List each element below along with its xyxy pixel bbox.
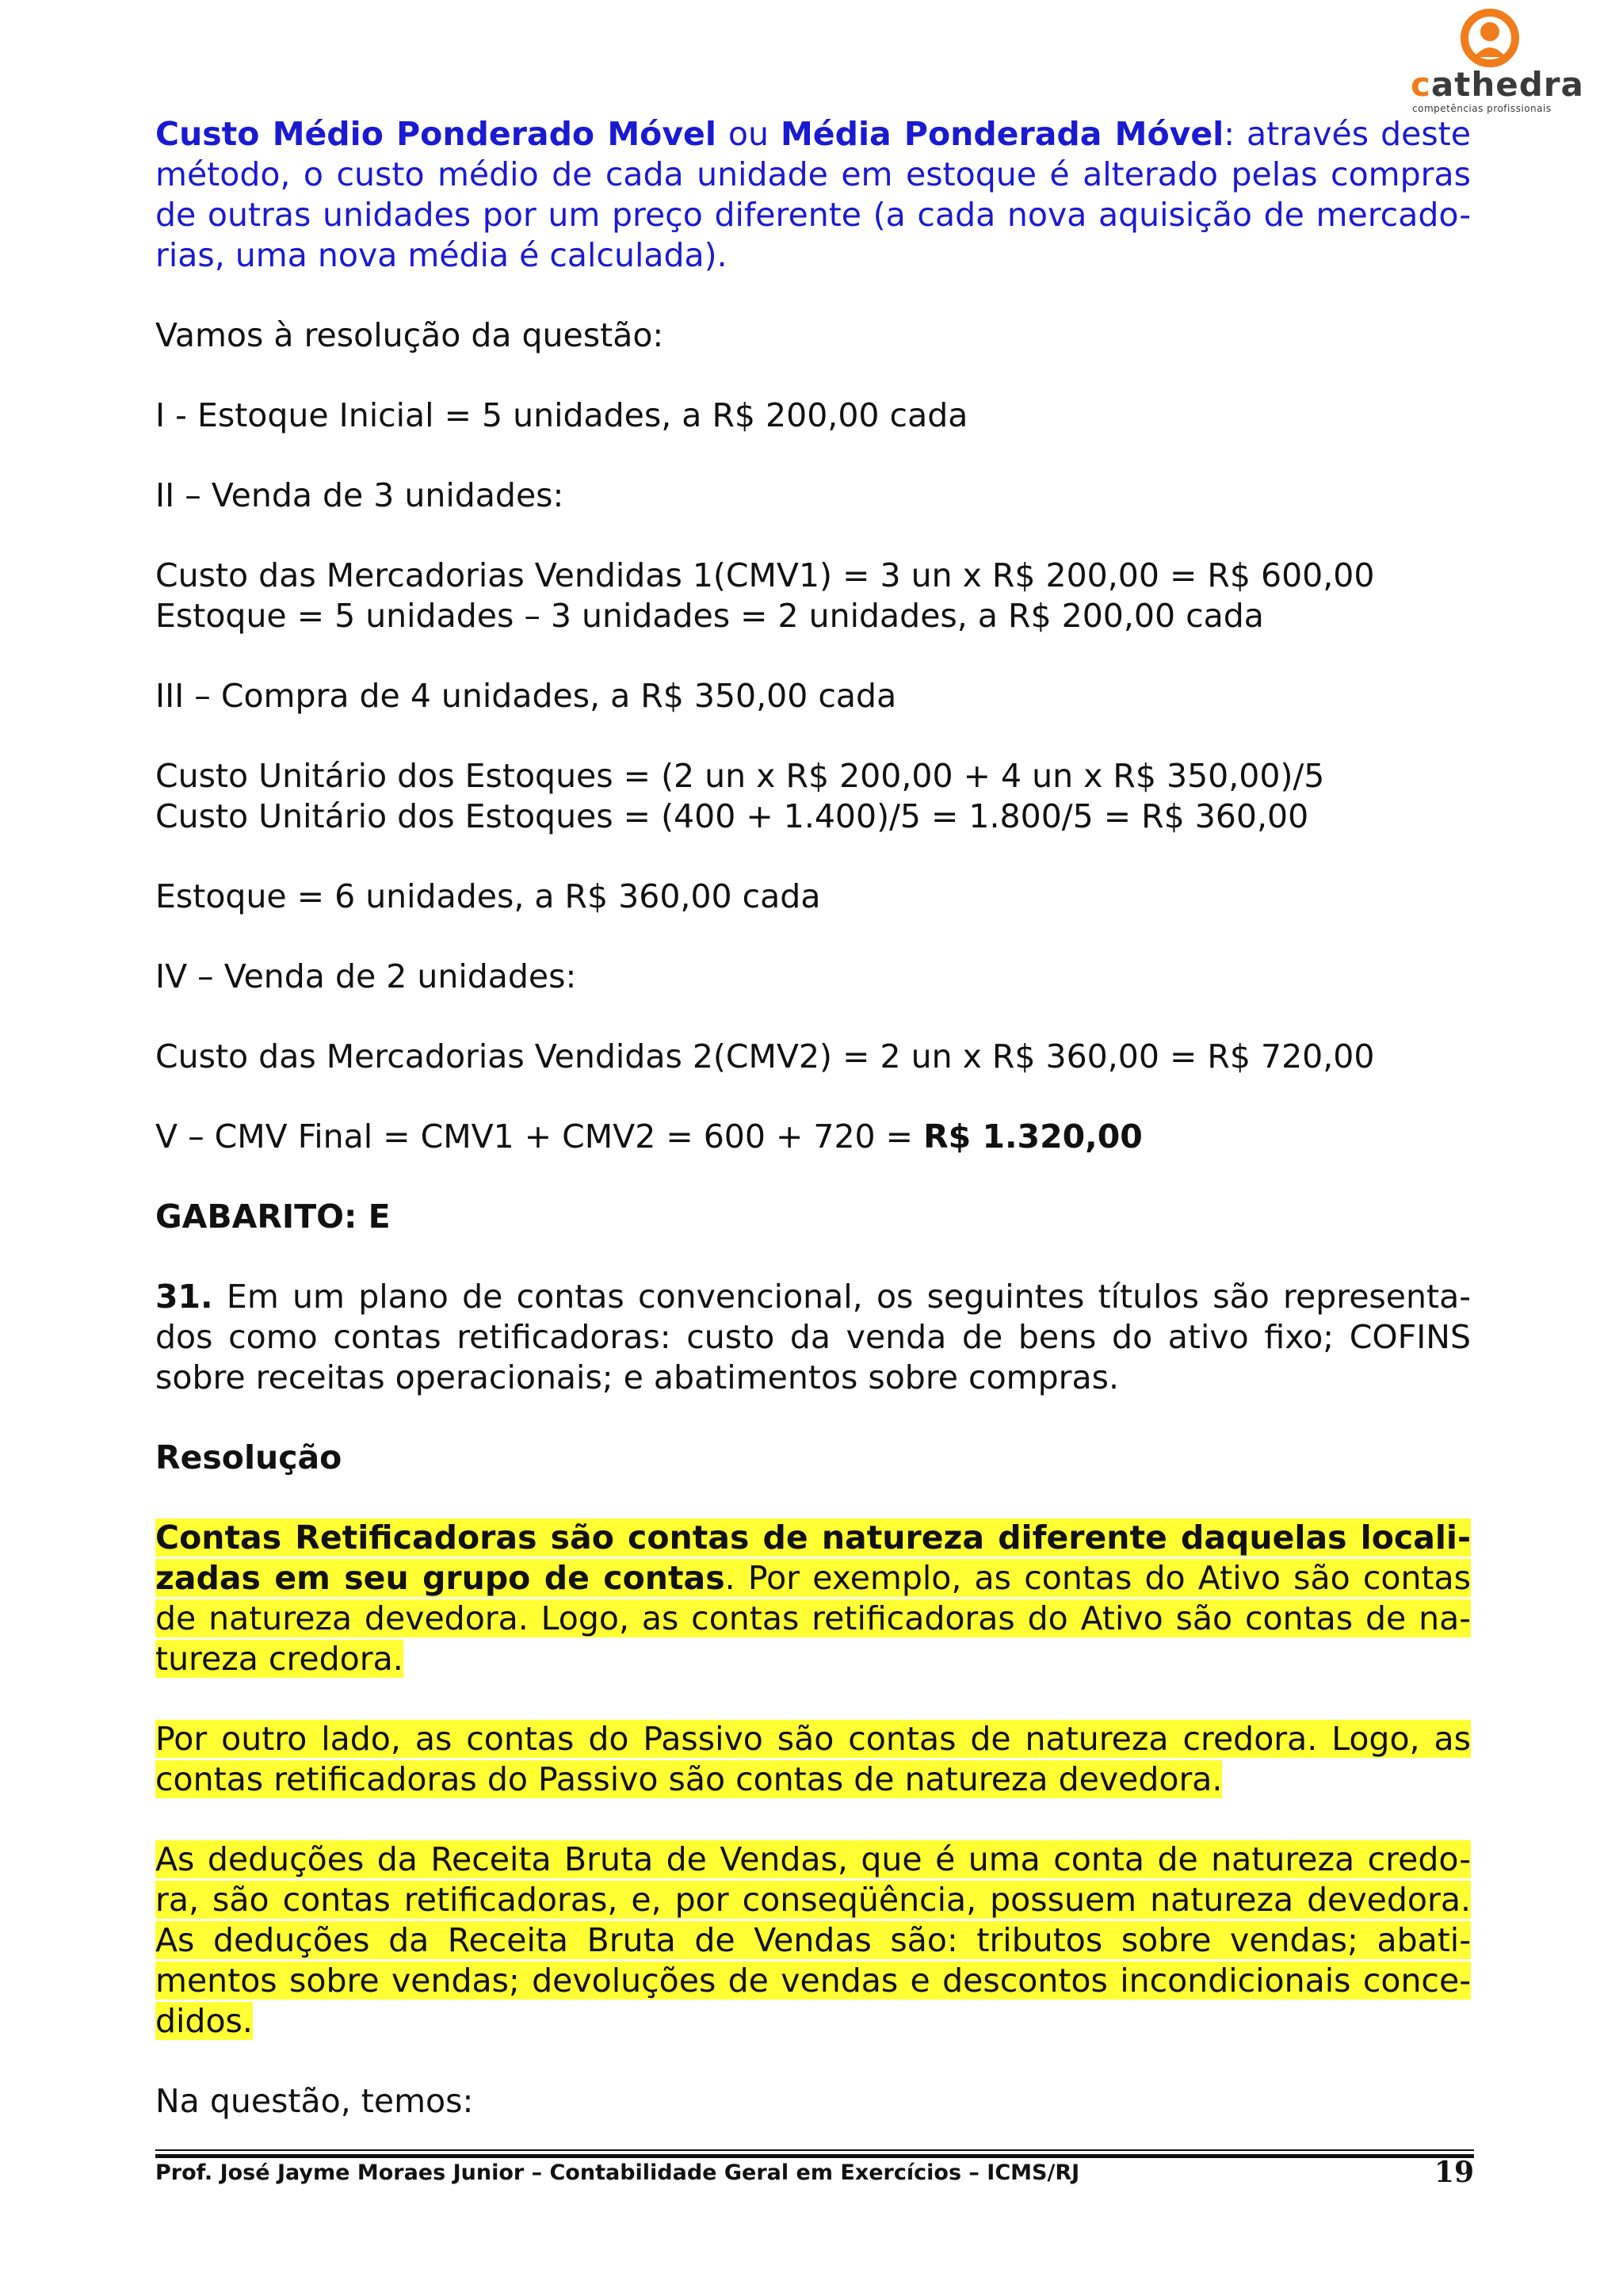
unit-cost-line-b: Custo Unitário dos Estoques = (400 + 1.400)/5 = 1.800/5 = R$ 360,00 xyxy=(155,797,1309,835)
question-number: 31. xyxy=(155,1278,213,1316)
page-content xyxy=(155,114,1471,2122)
term-media-ponderada: Média Ponderada Móvel xyxy=(781,115,1224,153)
final-cmv-line: V – CMV Final = CMV1 + CMV2 = 600 + 720 = R$ 1.320,00 xyxy=(155,1117,1143,1156)
term-custo-medio: Custo Médio Ponderado Móvel xyxy=(155,115,716,153)
highlight-paragraph-2: Por outro lado, as contas do Passivo são contas de natureza credora. Logo, as contas retificadoras do Passivo são contas de natureza devedora. xyxy=(155,1720,1471,1798)
footer-divider-thick xyxy=(155,2154,1474,2158)
final-cmv-value: R$ 1.320,00 xyxy=(923,1117,1143,1156)
step-3: III – Compra de 4 unidades, a R$ 350,00 cada xyxy=(155,677,897,715)
unit-cost-line-a: Custo Unitário dos Estoques = (2 un x R$ 200,00 + 4 un x R$ 350,00)/5 xyxy=(155,757,1325,795)
highlight-paragraph-3: As deduções da Receita Bruta de Vendas, que é uma conta de natureza credo-ra, são contas retificadoras, e, por conseqüência, possuem natureza devedora. As deduções da Receita Bruta de Vendas são: tributos sobre vendas; abati-mentos sobre vendas; devoluções de vendas e descontos incondicionais conce-didos. xyxy=(155,1840,1471,2040)
step-4: IV – Venda de 2 unidades: xyxy=(155,957,577,995)
person-ring-icon xyxy=(1458,6,1522,70)
step-2: II – Venda de 3 unidades: xyxy=(155,476,564,514)
cathedra-logo xyxy=(1411,6,1584,114)
stock1-line: Estoque = 5 unidades – 3 unidades = 2 unidades, a R$ 200,00 cada xyxy=(155,597,1264,635)
logo-tagline: competências profissionais xyxy=(1412,103,1552,114)
answer-key: GABARITO: E xyxy=(155,1198,391,1236)
na-questao-line: Na questão, temos: xyxy=(155,2082,474,2120)
stock2-line: Estoque = 6 unidades, a R$ 360,00 cada xyxy=(155,877,821,915)
question-31: 31. Em um plano de contas convencional, os seguintes títulos são representa-dos como contas retificadoras: custo da venda de bens do ativo fixo; COFINS sobre receitas operacionais; e abatimentos sobre compras. xyxy=(155,1278,1471,1396)
cmv1-line: Custo das Mercadorias Vendidas 1(CMV1) = 3 un x R$ 200,00 = R$ 600,00 xyxy=(155,556,1375,594)
resolution-intro: Vamos à resolução da questão: xyxy=(155,316,664,354)
footer-divider xyxy=(155,2149,1474,2151)
definition-paragraph: Custo Médio Ponderado Móvel ou Média Ponderada Móvel: através deste método, o custo médio de cada unidade em estoque é alterado pelas compras de outras unidades por um preço diferente (a cada nova aquisição de mercado-rias, uma nova média é calculada). xyxy=(155,115,1471,274)
cmv2-line: Custo das Mercadorias Vendidas 2(CMV2) = 2 un x R$ 360,00 = R$ 720,00 xyxy=(155,1037,1375,1075)
highlight-paragraph-1: Contas Retificadoras são contas de natureza diferente daquelas locali-zadas em seu grupo de contas. Por exemplo, as contas do Ativo são contas de natureza devedora. Logo, as contas retificadoras do Ativo são contas de na-tureza credora. xyxy=(155,1519,1471,1678)
logo-wordmark: cathedra xyxy=(1411,65,1584,104)
resolution-heading: Resolução xyxy=(155,1438,342,1477)
step-1: I - Estoque Inicial = 5 unidades, a R$ 200,00 cada xyxy=(155,396,968,434)
footer-author-title: Prof. José Jayme Moraes Junior – Contabilidade Geral em Exercícios – ICMS/RJ xyxy=(155,2160,1080,2185)
page-number: 19 xyxy=(1434,2156,1474,2189)
